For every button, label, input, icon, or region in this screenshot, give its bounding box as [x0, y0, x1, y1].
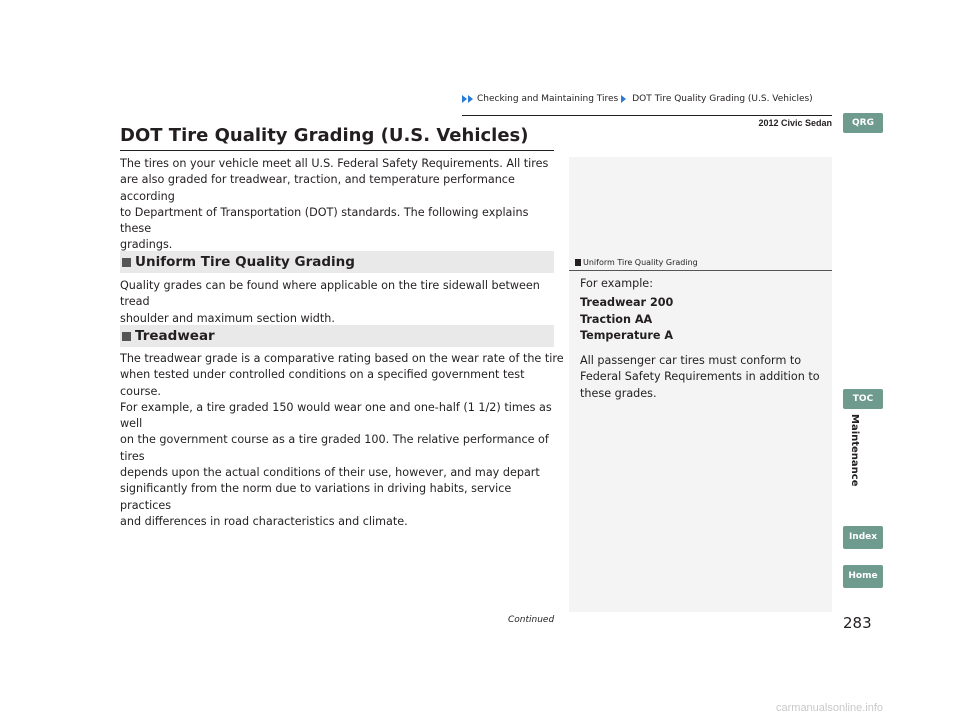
- breadcrumb-arrow-icon: [468, 95, 473, 103]
- note-heading: [575, 258, 698, 267]
- breadcrumb-arrow-icon: [621, 95, 626, 103]
- note-marker-icon: [575, 259, 581, 266]
- section1-line: shoulder and maximum section width.: [120, 311, 335, 325]
- qrg-button[interactable]: QRG: [843, 113, 883, 133]
- note-grade: Temperature A: [580, 328, 674, 342]
- title-rule: [120, 150, 554, 151]
- index-button[interactable]: Index: [843, 526, 883, 549]
- intro-line: to Department of Transportation (DOT) standards. The following explains these: [120, 205, 529, 236]
- section2-line: on the government course as a tire graded 100. The relative performance of tires: [120, 433, 549, 463]
- section2-line: when tested under controlled conditions on a specified government test course.: [120, 368, 525, 398]
- section-heading-text: Treadwear: [135, 328, 215, 344]
- continued-label: Continued: [508, 615, 555, 625]
- chapter-label: Maintenance: [849, 414, 860, 487]
- section2-line: The treadwear grade is a comparative rating based on the wear rate of the tire: [120, 352, 564, 365]
- breadcrumb: [462, 94, 813, 104]
- section2-line: and differences in road characteristics and climate.: [120, 514, 408, 528]
- note-line: All passenger car tires must conform to: [580, 354, 802, 368]
- section2-line: depends upon the actual conditions of their use, however, and may depart: [120, 466, 540, 480]
- intro-line: gradings.: [120, 238, 173, 252]
- note-grade: Traction AA: [580, 312, 653, 326]
- section2-paragraph: [120, 351, 565, 530]
- note-example-label: For example:: [580, 277, 653, 290]
- page-title: DOT Tire Quality Grading (U.S. Vehicles): [120, 125, 529, 146]
- breadcrumb-item[interactable]: DOT Tire Quality Grading (U.S. Vehicles): [632, 94, 813, 104]
- section-heading-text: Uniform Tire Quality Grading: [135, 254, 355, 270]
- section2-line: For example, a tire graded 150 would wear one and one-half (1 1/2) times as well: [120, 400, 552, 431]
- square-bullet-icon: [122, 332, 131, 341]
- intro-line: are also graded for treadwear, traction, and temperature performance according: [120, 173, 515, 203]
- intro-line: The tires on your vehicle meet all U.S. Federal Safety Requirements. All tires: [120, 157, 549, 170]
- section2-line: significantly from the norm due to variations in driving habits, service practices: [120, 482, 512, 512]
- note-heading-text: Uniform Tire Quality Grading: [583, 258, 698, 267]
- breadcrumb-arrow-icon: [462, 95, 467, 103]
- section1-line: Quality grades can be found where applicable on the tire sidewall between tread: [120, 279, 540, 309]
- note-body: [580, 276, 825, 402]
- toc-button[interactable]: TOC: [843, 389, 883, 409]
- note-grade: Treadwear 200: [580, 296, 674, 310]
- note-rule: [569, 270, 832, 271]
- home-button[interactable]: Home: [843, 565, 883, 588]
- watermark: carmanualsonline.info: [776, 702, 884, 714]
- page-number: 283: [843, 614, 872, 632]
- section-heading-uniform: [120, 251, 554, 273]
- header-rule: [462, 115, 832, 116]
- note-line: Federal Safety Requirements in addition to: [580, 370, 820, 384]
- intro-paragraph: [120, 156, 560, 254]
- note-line: these grades.: [580, 386, 657, 400]
- square-bullet-icon: [122, 258, 131, 267]
- model-label: 2012 Civic Sedan: [758, 118, 832, 128]
- section-heading-treadwear: [120, 325, 554, 347]
- breadcrumb-item[interactable]: Checking and Maintaining Tires: [477, 94, 619, 104]
- section1-paragraph: [120, 278, 565, 327]
